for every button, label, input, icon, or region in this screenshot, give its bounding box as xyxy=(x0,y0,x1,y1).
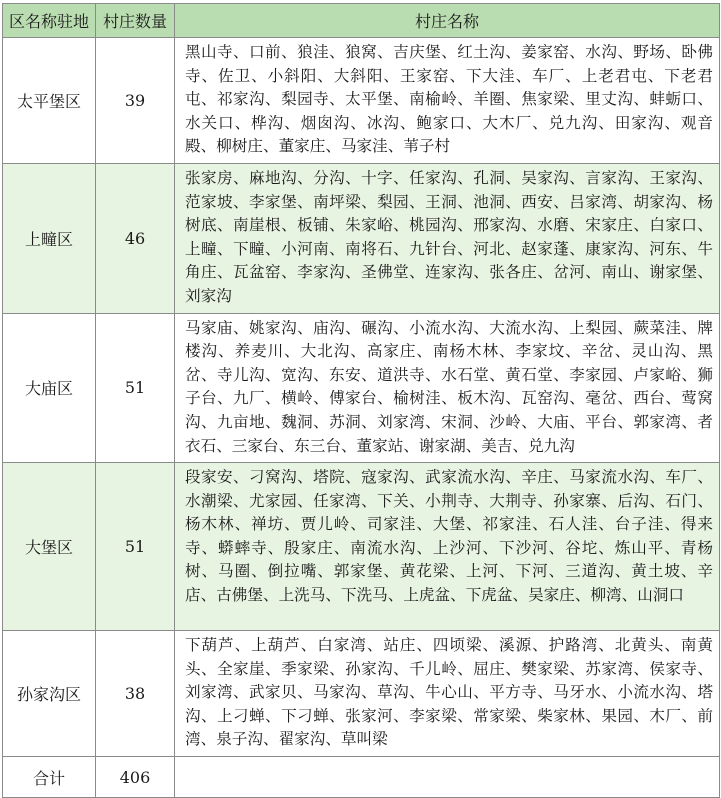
header-count: 村庄数量 xyxy=(96,4,175,38)
total-count: 406 xyxy=(96,757,175,798)
table-row xyxy=(3,463,720,631)
district-name: 大堡区 xyxy=(3,463,96,631)
district-name: 大庙区 xyxy=(3,313,96,463)
village-count: 39 xyxy=(96,38,175,164)
village-names: 马家庙、姚家沟、庙沟、碾沟、小流水沟、大流水沟、上梨园、蕨菜洼、牌楼沟、养麦川、大北沟、高家庄、南杨木林、李家坟、辛岔、灵山沟、黑岔、寺儿沟、宽沟、东安、道洪寺、水石堂、黄石堂、李家园、卢家峪、狮子台、九厂、横岭、傅家台、榆树洼、板木沟、瓦窑沟、毫岔、西台、莺窝沟、九亩地、魏洞、苏洞、刘家湾、宋洞、沙岭、大庙、平台、郭家湾、者衣石、三家台、东三台、董家站、谢家湖、美吉、兑九沟 xyxy=(175,313,720,463)
total-row xyxy=(3,757,720,798)
district-name: 孙家沟区 xyxy=(3,631,96,757)
district-name: 上疃区 xyxy=(3,163,96,313)
table-row xyxy=(3,38,720,164)
village-names: 张家房、麻地沟、分沟、十字、任家沟、孔洞、吴家沟、言家沟、王家沟、范家坡、李家堡、南坪梁、梨园、王洞、池洞、西安、吕家湾、胡家沟、杨树底、南崖根、板铺、朱家峪、桃园沟、邢家沟、水磨、宋家庄、白家口、上疃、下疃、小河南、南将石、九针台、河北、赵家蓬、康家沟、河东、牛角庄、瓦盆窑、李家沟、圣佛堂、连家沟、张各庄、岔河、南山、谢家堡、刘家沟 xyxy=(175,163,720,313)
header-row xyxy=(3,4,720,38)
village-table xyxy=(2,3,720,798)
village-names: 段家安、刁窝沟、塔院、寇家沟、武家流水沟、辛庄、马家流水沟、车厂、水潮梁、尤家园、任家湾、下关、小荆寺、大荆寺、孙家寨、后沟、石门、杨木林、禅坊、贾儿岭、司家洼、大堡、祁家洼、石人洼、台子洼、得来寺、蟒蟀寺、殷家庄、南流水沟、上沙河、下沙河、谷坨、炼山平、青杨树、马圈、倒拉嘴、郭家堡、黄花梁、上河、下河、三道沟、黄土坡、辛店、古佛堡、上洗马、下洗马、上虎盆、下虎盆、吴家庄、柳湾、山洞口 xyxy=(175,463,720,631)
header-villages: 村庄名称 xyxy=(175,4,720,38)
table-row xyxy=(3,631,720,757)
total-label: 合计 xyxy=(3,757,96,798)
village-count: 51 xyxy=(96,463,175,631)
village-count: 46 xyxy=(96,163,175,313)
village-names: 黑山寺、口前、狼洼、狼窝、吉庆堡、红土沟、姜家窑、水沟、野场、卧佛寺、佐卫、小斜阳、大斜阳、王家窑、下大洼、车厂、上老君屯、下老君屯、祁家沟、梨园寺、太平堡、南榆岭、羊圈、焦家梁、里丈沟、蚌蛎口、水关口、桦沟、烟囱沟、冰沟、鲍家口、大木厂、兑九沟、田家沟、观音殿、柳树庄、董家庄、马家洼、苇子村 xyxy=(175,38,720,164)
total-villages xyxy=(175,757,720,798)
village-count: 51 xyxy=(96,313,175,463)
village-names: 下葫芦、上葫芦、白家湾、站庄、四顷梁、溪源、护路湾、北黄头、南黄头、全家崖、季家梁、孙家沟、千儿岭、屈庄、樊家梁、苏家湾、侯家寺、刘家湾、武家贝、马家沟、草沟、牛心山、平方寺、马牙水、小流水沟、塔沟、上刁蝉、下刁蝉、张家河、李家梁、常家梁、柴家林、果园、木厂、前湾、泉子沟、翟家沟、草叫梁 xyxy=(175,631,720,757)
table-row xyxy=(3,313,720,463)
village-count: 38 xyxy=(96,631,175,757)
header-district: 区名称驻地 xyxy=(3,4,96,38)
district-name: 太平堡区 xyxy=(3,38,96,164)
table-row xyxy=(3,163,720,313)
